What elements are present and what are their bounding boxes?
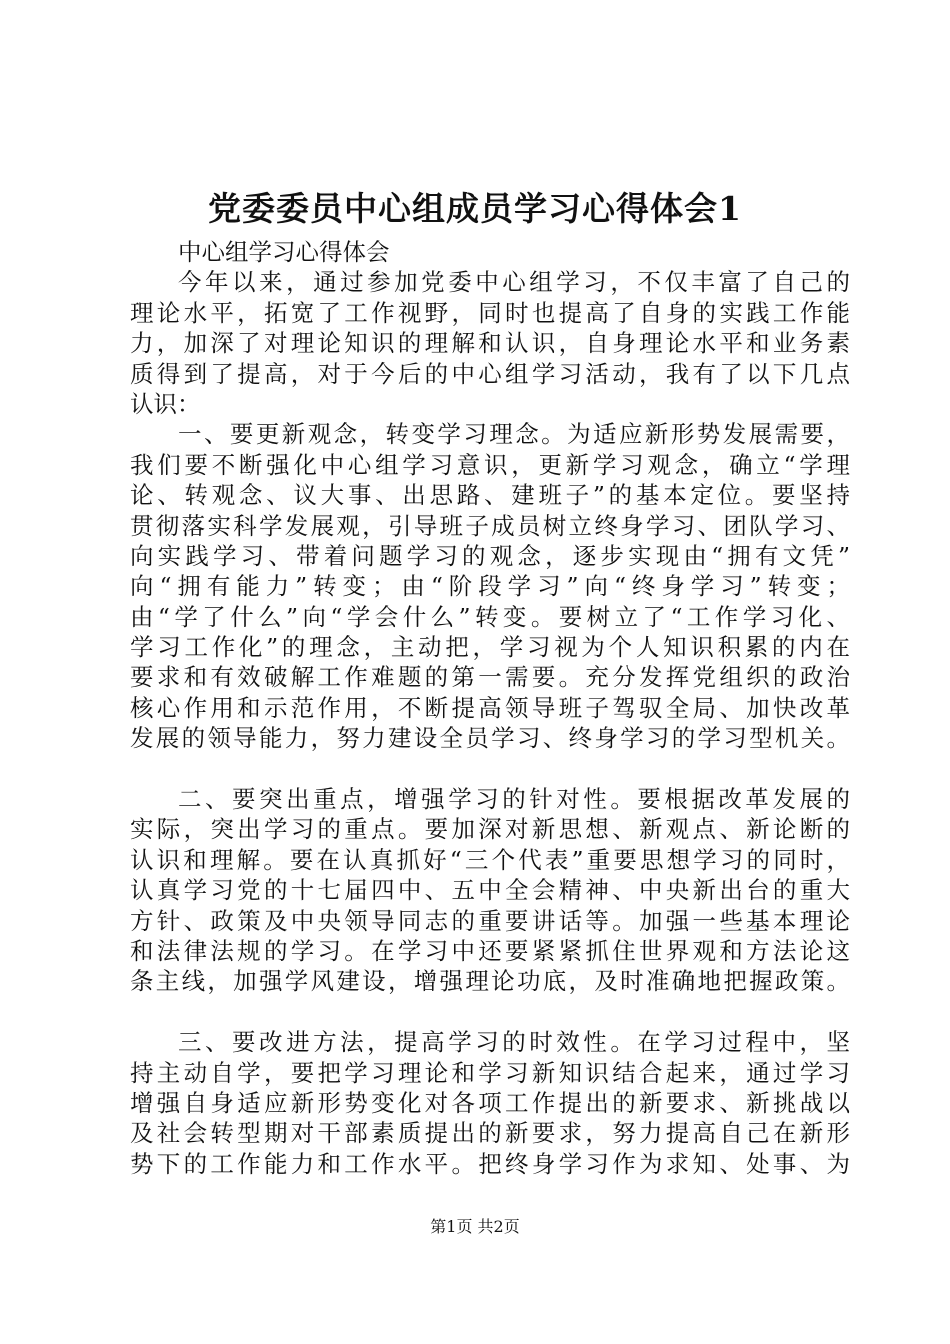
paragraph-gap xyxy=(130,754,850,784)
document-subtitle: 中心组学习心得体会 xyxy=(178,238,390,266)
paragraph-2-line: 一、要更新观念，转变学习理念。为适应新形势发展需要， xyxy=(178,420,850,449)
paragraph-4-line: 势下的工作能力和工作水平。把终身学习作为求知、处事、为 xyxy=(130,1149,850,1178)
paragraph-2-line: 论、转观念、议大事、出思路、建班子”的基本定位。要坚持 xyxy=(130,481,850,510)
paragraph-gap xyxy=(130,997,850,1027)
paragraph-1-line: 力，加深了对理论知识的理解和认识，自身理论水平和业务素 xyxy=(130,329,850,358)
paragraph-2-line: 发展的领导能力，努力建设全员学习、终身学习的学习型机关。 xyxy=(130,724,850,753)
document-title: 党委委员中心组成员学习心得体会1 xyxy=(208,189,742,228)
paragraph-3-line: 认真学习党的十七届四中、五中全会精神、中央新出台的重大 xyxy=(130,876,850,905)
paragraph-4-line: 增强自身适应新形势变化对各项工作提出的新要求、新挑战以 xyxy=(130,1088,850,1117)
paragraph-2-line: 我们要不断强化中心组学习意识，更新学习观念，确立“学理 xyxy=(130,450,850,479)
paragraph-1-line: 认识： xyxy=(130,389,201,418)
paragraph-3-line: 认识和理解。要在认真抓好“三个代表”重要思想学习的同时， xyxy=(130,845,850,874)
paragraph-1-line: 质得到了提高，对于今后的中心组学习活动，我有了以下几点 xyxy=(130,359,850,388)
paragraph-2-line: 要求和有效破解工作难题的第一需要。充分发挥党组织的政治 xyxy=(130,663,850,692)
paragraph-3-line: 方针、政策及中央领导同志的重要讲话等。加强一些基本理论 xyxy=(130,906,850,935)
paragraph-2-line: 向实践学习、带着问题学习的观念，逐步实现由“拥有文凭” xyxy=(130,541,850,570)
paragraph-2-line: 由“学了什么”向“学会什么”转变。要树立了“工作学习化、 xyxy=(130,602,850,631)
paragraph-3-line: 二、要突出重点，增强学习的针对性。要根据改革发展的 xyxy=(178,785,850,814)
paragraph-1-line: 理论水平，拓宽了工作视野，同时也提高了自身的实践工作能 xyxy=(130,298,850,327)
paragraph-4-line: 持主动自学，要把学习理论和学习新知识结合起来，通过学习 xyxy=(130,1058,850,1087)
paragraph-2-line: 向“拥有能力”转变；由“阶段学习”向“终身学习”转变； xyxy=(130,572,850,601)
paragraph-4-line: 及社会转型期对干部素质提出的新要求，努力提高自己在新形 xyxy=(130,1119,850,1148)
paragraph-1-line: 今年以来，通过参加党委中心组学习，不仅丰富了自己的 xyxy=(178,268,850,297)
document-body xyxy=(130,237,850,1179)
paragraph-2-line: 贯彻落实科学发展观，引导班子成员树立终身学习、团队学习、 xyxy=(130,511,850,540)
paragraph-4-line: 三、要改进方法，提高学习的时效性。在学习过程中，坚 xyxy=(178,1028,850,1057)
paragraph-2-line: 学习工作化”的理念，主动把，学习视为个人知识积累的内在 xyxy=(130,633,850,662)
paragraph-3-line: 实际，突出学习的重点。要加深对新思想、新观点、新论断的 xyxy=(130,815,850,844)
paragraph-3-line: 条主线，加强学风建设，增强理论功底，及时准确地把握政策。 xyxy=(130,967,850,996)
page-footer: 第1页 共2页 xyxy=(430,1217,520,1236)
paragraph-2-line: 核心作用和示范作用，不断提高领导班子驾驭全局、加快改革 xyxy=(130,693,850,722)
paragraph-3-line: 和法律法规的学习。在学习中还要紧紧抓住世界观和方法论这 xyxy=(130,936,850,965)
